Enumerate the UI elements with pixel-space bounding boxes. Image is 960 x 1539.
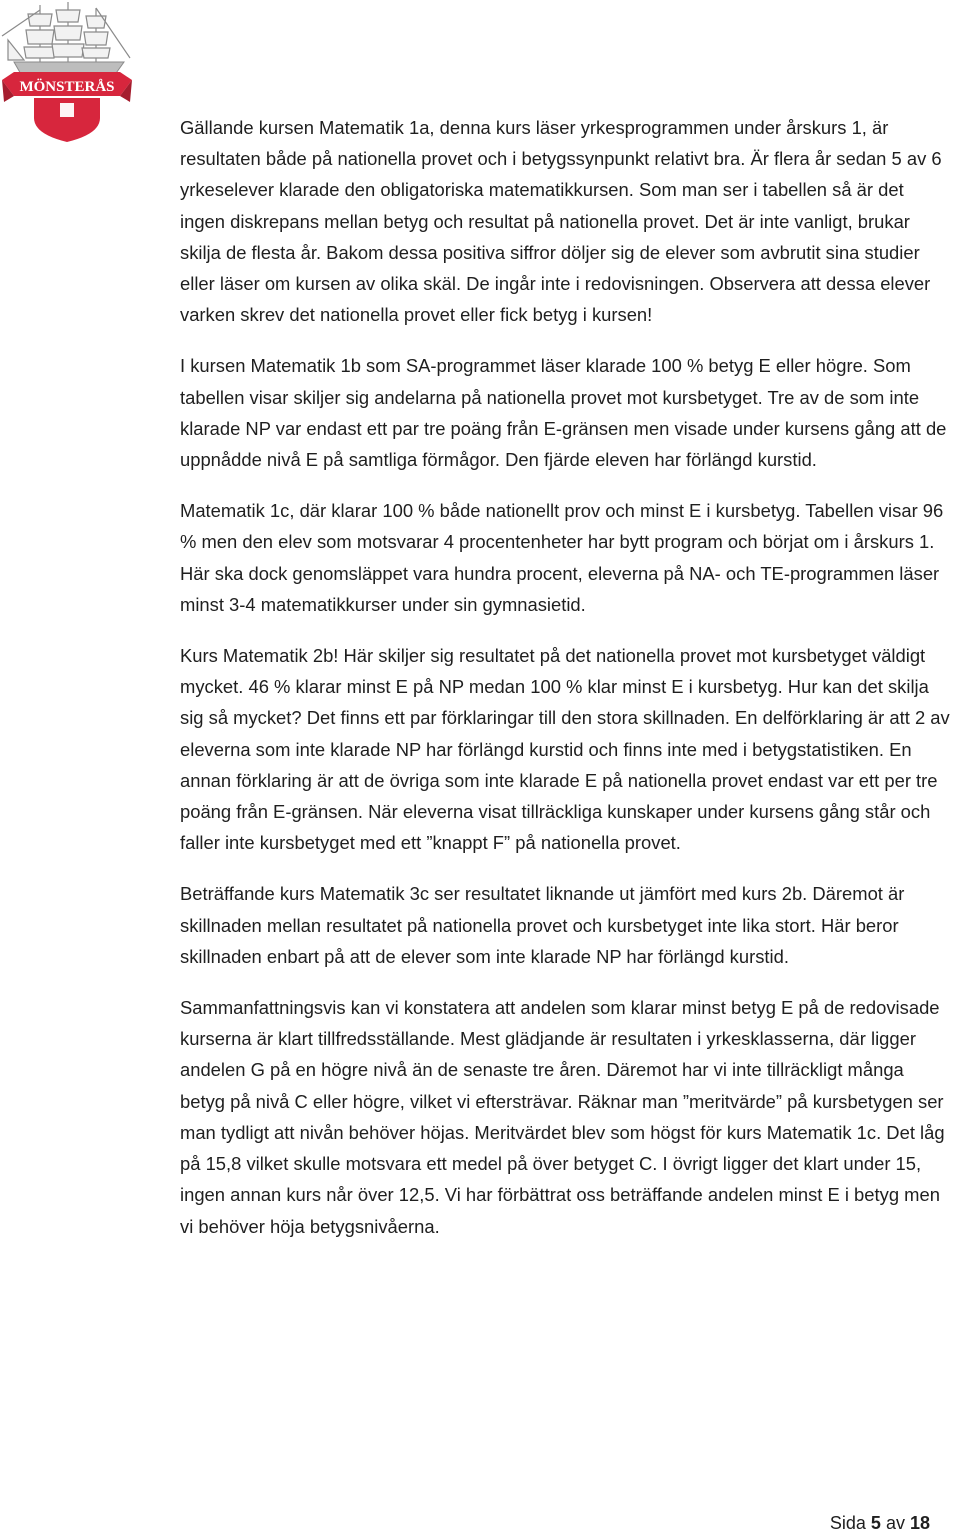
text-segment: Det är inte vanligt, brukar skilja de flesta år. Bakom dessa positiva siffror döljer sig de elever som avbrutit sina studier eller läser om kursen av olika skäl. De ingår inte i redovisningen. Observera att dessa elever varken skrev det nationella provet eller fick betyg i kursen! [180, 210, 931, 326]
text-segment: I kursen Matematik 1b som SA-programmet läser klarade 100 % betyg E eller högre. Som tabellen visar skiljer sig andelarna på nationella provet mot kursbetyget. Tre av de som inte klarade NP var endast ett par tre poäng från E-gränsen men visade under kursens gång att de uppnådde nivå E på samtliga förmågor. Den fjärde eleven har förlängd kurstid. [180, 355, 947, 471]
text-segment: Gällande kursen Matematik 1a, denna kurs läser yrkesprogrammen under årskurs 1, är resultaten både på nationella provet och i betygssynpunkt relativt bra. Är flera år sedan 5 av 6 yrkeselever klarade den obligatoriska matematikkursen. Som man ser i tabellen så är det ingen diskrepans mellan betyg och resultat på nationella provet. [180, 117, 942, 232]
text-segment: Kurs Matematik 2b! Här skiljer sig resultatet på det nationella provet mot kursbetyget väldigt mycket. 46 % klarar minst E på NP medan 100 % klar minst E i kursbetyg. Hur kan det skilja sig så mycket? Det finns ett par förklaringar till den stora skillnaden. En delförklaring är att 2 av eleverna som inte klarade NP har förlängd kurstid och finns inte med i betygstatistiken. En annan förklaring är att de övriga som inte klarade E på nationella provet endast var ett per tre poäng från E-gränsen. När eleverna visat tillräckliga kunskaper under kursens gång står och faller inte kursbetyget med ett ”knappt F” på nationella provet. [180, 645, 950, 854]
text-segment: Sammanfattningsvis kan vi konstatera att andelen som klarar minst betyg E på de redovisade kurserna är klart tillfredsställande. Mest glädjande är resultaten i yrkesklasserna, där ligger andelen G på en högre nivå än de senaste tre åren. Däremot har vi inte tillräckligt många betyg på nivå C eller högre, vilket vi eftersträvar. Räknar man ”meritvärde” på kursbetygen ser man tydligt att nivån behöver höjas. Meritvärdet blev som högst för kurs Matematik 1c. Det låg på 15,8 vilket skulle motsvara ett medel på över betyget C. I övrigt ligger det klart under 15, ingen annan kurs når över 12,5. Vi har förbättrat oss beträffande andelen minst E i betyg men vi behöver höja betygsnivåerna. [180, 997, 945, 1237]
paragraph-matematik-2b [180, 640, 950, 858]
page-of-label: av [885, 1513, 905, 1533]
monsteras-logo [0, 0, 134, 142]
total-pages: 18 [909, 1513, 930, 1533]
text-segment: Beträffande kurs Matematik 3c ser resultatet liknande ut jämfört med kurs 2b. Däremot är skillnaden mellan resultatet på nationella provet och kursbetyget inte lika stort. Här beror skillnaden enbart på att de elever som inte klarade NP har förlängd kurstid. [180, 883, 905, 967]
svg-text:MÖNSTERÅS: MÖNSTERÅS [19, 79, 115, 95]
current-page: 5 [870, 1513, 881, 1533]
page-label: Sida [829, 1513, 866, 1533]
paragraph-matematik-1c [180, 495, 950, 620]
paragraph-matematik-3c [180, 878, 950, 972]
document-body [180, 112, 950, 1262]
text-segment: Matematik 1c, där klarar 100 % både nationellt prov och minst E i kursbetyg. Tabellen visar 96 % men den elev som motsvarar 4 procentenheter har bytt program och börjat om i årskurs 1. Här ska dock genomsläppet vara hundra procent, eleverna på NA- och TE-programmen läser minst 3-4 matematikkurser under sin gymnasietid. [180, 500, 944, 615]
ship-emblem-icon [0, 0, 134, 142]
page-number [830, 1508, 930, 1539]
paragraph-matematik-1a [180, 112, 950, 330]
paragraph-summary [180, 992, 950, 1242]
paragraph-matematik-1b [180, 350, 950, 475]
